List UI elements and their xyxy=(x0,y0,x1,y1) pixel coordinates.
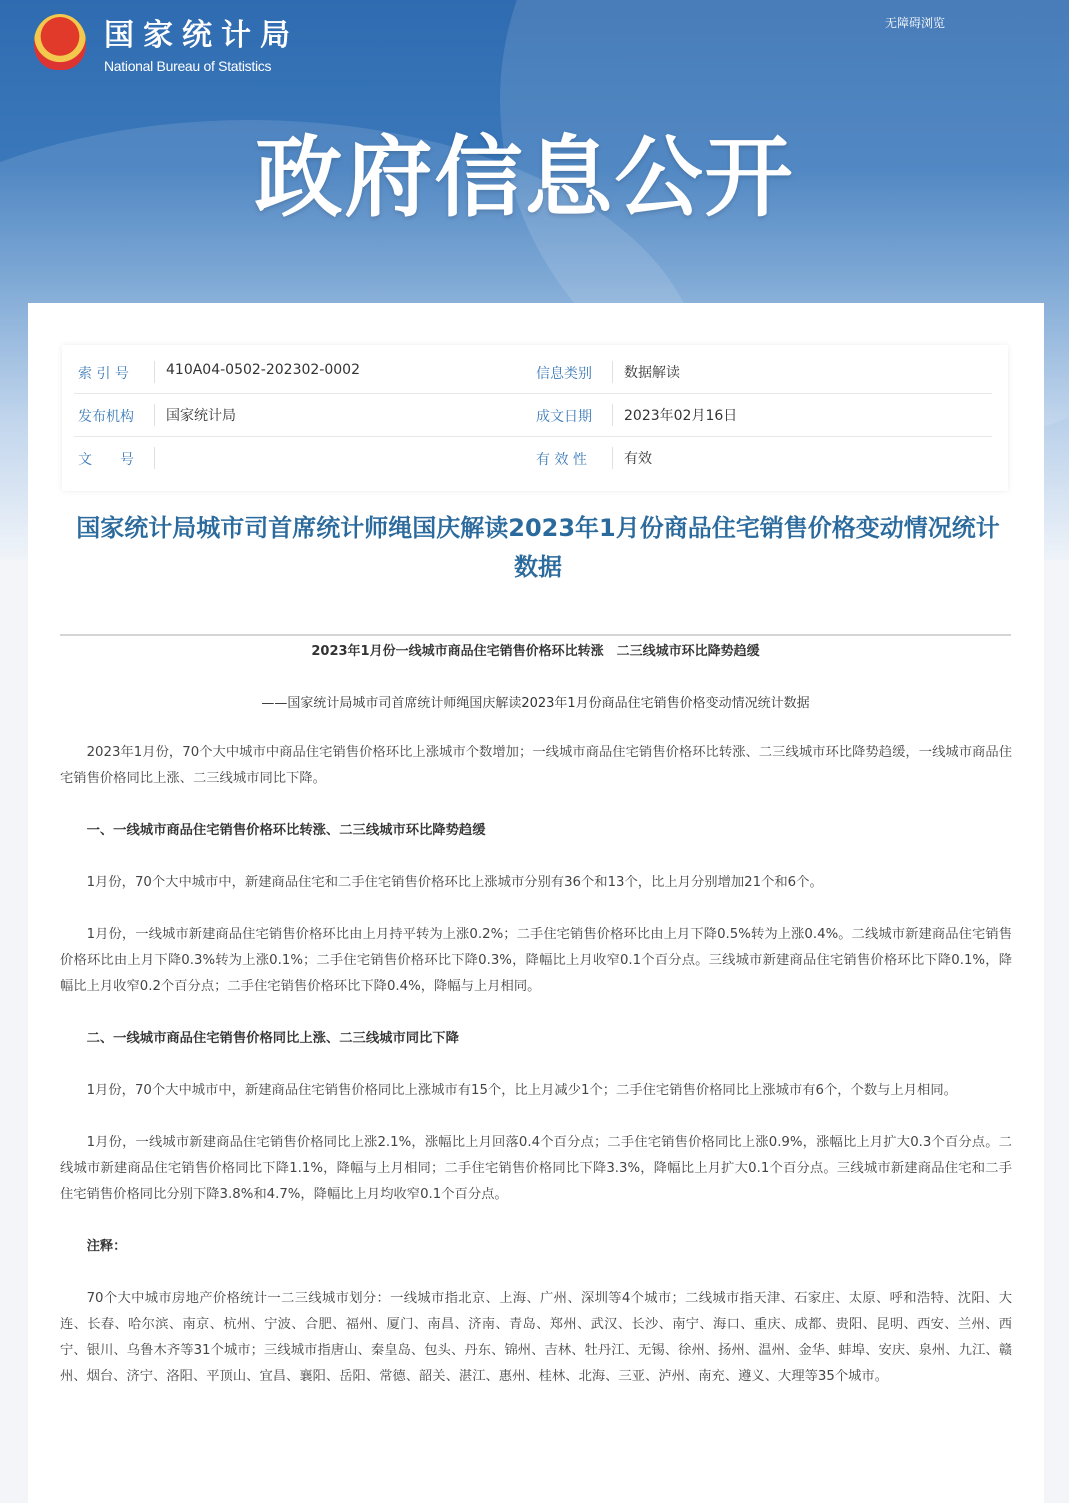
logo-chinese[interactable]: 国家统计局 xyxy=(104,18,299,53)
category-label: 信息类别 xyxy=(536,366,592,382)
accessibility-link[interactable]: 无障碍浏览 xyxy=(885,16,946,30)
paragraph: 70个大中城市房地产价格统计一二三线城市划分：一线城市指北京、上海、广州、深圳等4个城市；二线城市指天津、石家庄、太原、呼和浩特、沈阳、大连、长春、哈尔滨、南京、杭州、宁波、合肥、福州、厦门、南昌、济南、青岛、郑州、武汉、长沙、南宁、海口、重庆、成都、贵阳、昆明、西安、兰州、西宁、银川、乌鲁木齐等31个城市；三线城市指唐山、秦皇岛、包头、丹东、锦州、吉林、牡丹江、无锡、徐州、扬州、温州、金华、蚌埠、安庆、泉州、九江、赣州、烟台、济宁、洛阳、平顶山、宜昌、襄阳、岳阳、常德、韶关、湛江、惠州、桂林、北海、三亚、泸州、南充、遵义、大理等35个城市。 xyxy=(60,1291,1012,1384)
article-title: 国家统计局城市司首席统计师绳国庆解读2023年1月份商品住宅销售价格变动情况统计数据 xyxy=(76,514,1000,581)
publisher-value: 国家统计局 xyxy=(166,408,236,424)
notes-heading: 注释： xyxy=(86,1239,127,1254)
info-row xyxy=(74,437,992,480)
publisher-label: 发布机构 xyxy=(78,409,134,425)
banner-title: 政府信息公开 xyxy=(254,126,795,229)
paragraph: 1月份，一线城市新建商品住宅销售价格环比由上月持平转为上涨0.2%；二手住宅销售价格环比由上月下降0.5%转为上涨0.4%。二线城市新建商品住宅销售价格环比由上月下降0.3%转为上涨0.1%；二手住宅销售价格环比下降0.3%，降幅比上月收窄0.1个百分点。三线城市新建商品住宅销售价格环比下降0.1%，降幅比上月收窄0.2个百分点；二手住宅销售价格环比下降0.4%，降幅与上月相同。 xyxy=(60,927,1012,994)
divider xyxy=(154,447,155,469)
date-value: 2023年02月16日 xyxy=(624,408,738,424)
divider xyxy=(612,404,613,426)
divider xyxy=(60,634,1011,636)
article-headline: 2023年1月份一线城市商品住宅销售价格环比转涨 二三线城市环比降势趋缓 xyxy=(311,644,760,659)
validity-value: 有效 xyxy=(624,451,652,467)
article-body xyxy=(60,740,1012,1416)
paragraph: 2023年1月份，70个大中城市中商品住宅销售价格环比上涨城市个数增加；一线城市商品住宅销售价格环比转涨、二三线城市环比降势趋缓，一线城市商品住宅销售价格同比上涨、二三线城市同比下降。 xyxy=(60,745,1012,786)
article-subheadline: ——国家统计局城市司首席统计师绳国庆解读2023年1月份商品住宅销售价格变动情况统计数据 xyxy=(261,696,810,711)
paragraph: 1月份，一线城市新建商品住宅销售价格同比上涨2.1%，涨幅比上月回落0.4个百分点；二手住宅销售价格同比上涨0.9%，涨幅比上月扩大0.3个百分点。二线城市新建商品住宅销售价格同比下降1.1%，降幅与上月相同；二手住宅销售价格同比下降3.3%，降幅比上月扩大0.1个百分点。三线城市新建商品住宅和二手住宅销售价格同比分别下降3.8%和4.7%，降幅比上月均收窄0.1个百分点。 xyxy=(60,1135,1012,1202)
doc-no-label: 文 号 xyxy=(78,452,134,468)
divider xyxy=(154,404,155,426)
divider xyxy=(612,447,613,469)
category-value: 数据解读 xyxy=(624,365,680,381)
info-table xyxy=(62,345,1008,491)
divider xyxy=(154,361,155,383)
paragraph: 1月份，70个大中城市中，新建商品住宅和二手住宅销售价格环比上涨城市分别有36个和13个，比上月分别增加21个和6个。 xyxy=(86,875,823,890)
section-heading: 一、一线城市商品住宅销售价格环比转涨、二三线城市环比降势趋缓 xyxy=(86,823,486,838)
national-emblem-icon xyxy=(34,14,86,70)
info-row xyxy=(74,394,992,437)
index-label: 索 引 号 xyxy=(78,366,129,382)
logo-english[interactable]: National Bureau of Statistics xyxy=(104,58,272,74)
validity-label: 有 效 性 xyxy=(536,452,587,468)
index-value: 410A04-0502-202302-0002 xyxy=(166,362,360,378)
divider xyxy=(612,361,613,383)
info-row xyxy=(74,351,992,394)
section-heading: 二、一线城市商品住宅销售价格同比上涨、二三线城市同比下降 xyxy=(86,1031,459,1046)
date-label: 成文日期 xyxy=(536,409,592,425)
paragraph: 1月份，70个大中城市中，新建商品住宅销售价格同比上涨城市有15个，比上月减少1个；二手住宅销售价格同比上涨城市有6个，个数与上月相同。 xyxy=(86,1083,957,1098)
content-card xyxy=(28,303,1044,1503)
